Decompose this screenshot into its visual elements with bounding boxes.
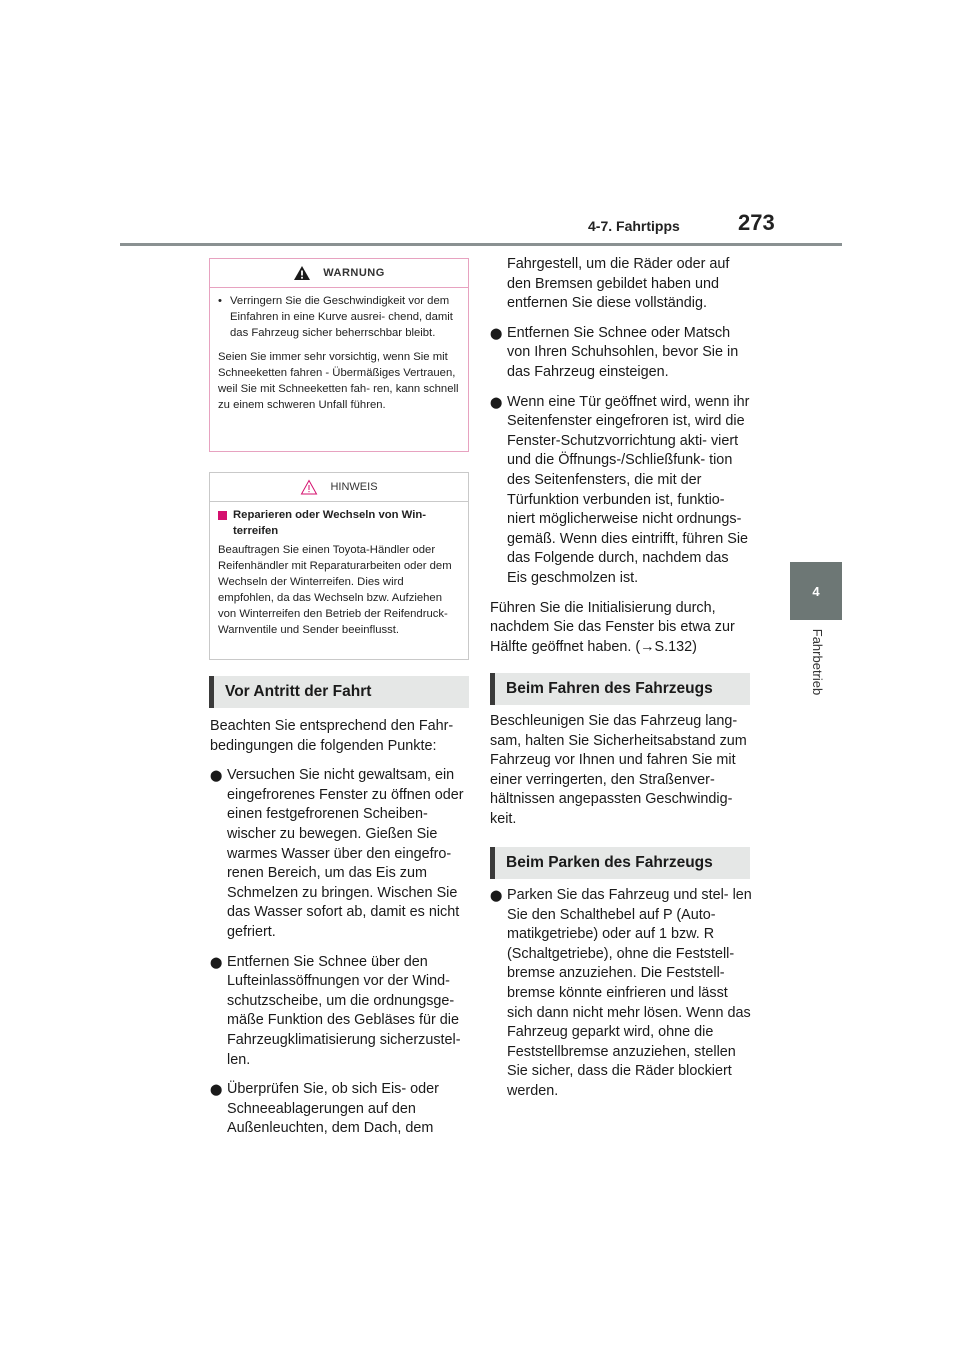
left-column-text (210, 717, 472, 1149)
notice-subheading-text: Reparieren oder Wechseln von Win- terreifen (233, 509, 427, 537)
section2-paragraph: Beschleunigen Sie das Fahrzeug lang- sam, halten Sie Sicherheitsabstand zum Fahrzeug vor Ihnen und fahren Sie mit einer verringerten, den Straßenver- hältnissen angepassten Geschwindig- keit. (490, 713, 747, 827)
section2-text (490, 712, 752, 840)
list-item (490, 324, 752, 383)
bullet-dot-icon: ⬤ (210, 1084, 223, 1097)
warning-triangle-icon (293, 265, 311, 281)
list-item (490, 393, 752, 589)
notice-header (210, 473, 468, 502)
notice-subheading (218, 507, 460, 539)
list-item-continuation (490, 255, 752, 314)
list-item (490, 886, 752, 1102)
warning-header (210, 259, 468, 288)
header-rule (120, 243, 842, 246)
section1-intro: Beachten Sie entsprechend den Fahr- bedingungen die folgenden Punkte: (210, 718, 454, 754)
bullet-dot-icon: ⬤ (210, 956, 223, 969)
list-item (210, 953, 472, 1071)
list-item (210, 1080, 472, 1139)
heading-vor-antritt: Vor Antritt der Fahrt (209, 676, 469, 708)
list-item-text: Parken Sie das Fahrzeug und stel- len Sie den Schalthebel auf P (Auto- matikgetriebe) oder auf 1 bzw. R (Schaltgetriebe), ohne die Feststell- bremse anzuziehen. Die Feststell- bremse könnte einfrieren und lässt sich dann nicht mehr lösen. Wenn das Fahrzeug geparkt wird, ohne die Feststellbremse anzuziehen, stellen Sie sicher, dass die Räder blockiert werden. (507, 887, 752, 1099)
warning-box (209, 258, 469, 452)
section1-closing: Führen Sie die Initialisierung durch, nachdem Sie das Fenster bis etwa zur Hälfte geöffnet haben. (→S.132) (490, 599, 735, 655)
list-item-text: Entfernen Sie Schnee oder Matsch von Ihren Schuhsohlen, bevor Sie in das Fahrzeug einsteigen. (507, 324, 739, 380)
warning-bullet (218, 293, 460, 341)
notice-paragraph: Beauftragen Sie einen Toyota-Händler oder Reifenhändler mit Reparaturarbeiten oder dem Wechseln der Winterreifen. Dies wird empfohlen, da das Wechseln bzw. Aufziehen von Winterreifen den Betrieb der Reifendruck-Warnventile und Sender beeinflusst. (218, 544, 452, 636)
notice-title: HINWEIS (330, 481, 378, 493)
bullet-dot-icon: ⬤ (490, 890, 503, 902)
page-number: 273 (738, 210, 775, 235)
warning-paragraph: Seien Sie immer sehr vorsichtig, wenn Sie mit Schneeketten fahren - Übermäßiges Vertrauen, weil Sie mit Schneeketten fah- ren, kann schnell zu einem schweren Unfall führen. (218, 351, 459, 411)
bullet-dot-icon: ⬤ (490, 396, 503, 409)
right-column-text (490, 255, 752, 667)
square-bullet-icon (218, 511, 227, 520)
warning-title: WARNUNG (323, 267, 385, 279)
heading-beim-parken: Beim Parken des Fahrzeugs (490, 847, 750, 879)
list-item-text: Entfernen Sie Schnee über den Lufteinlassöffnungen vor der Wind- schutzscheibe, um die ordnungsge- mäße Funktion des Gebläses für die Fahrzeugklimatisierung sicherzustel- len. (227, 953, 461, 1068)
section3-text (490, 886, 752, 1112)
notice-triangle-icon (300, 479, 318, 495)
section-title: 4-7. Fahrtipps (588, 218, 680, 234)
bullet-dot: • (218, 295, 222, 307)
list-item-text: Versuchen Sie nicht gewaltsam, ein eingefrorenes Fenster zu öffnen oder einen festgefrorenen Scheiben- wischer zu bewegen. Gießen Sie warmes Wasser über den eingefro- renen Bereich, um das Eis zum Schmelzen zu bringen. Wischen Sie das Wasser sofort ab, damit es nicht gefriert. (227, 767, 464, 940)
list-item-text: Wenn eine Tür geöffnet wird, wenn ihr Seitenfenster eingefroren ist, wird die Fenster-Schutzvorrichtung akti- viert und die Öffnungs-/Schließfunk- tion des Seitenfensters, die mit der Türfunktion verbunden ist, funktio- niert möglicherweise nicht ordnungs- gemäß. Wenn dies eintrifft, führen Sie das Folgende durch, nachdem das Eis geschmolzen ist. (507, 393, 750, 586)
warning-bullet-text: Verringern Sie die Geschwindigkeit vor dem Einfahren in eine Kurve ausrei- chend, damit das Fahrzeug sicher beherrschbar bleibt. (230, 295, 453, 339)
bullet-dot-icon: ⬤ (490, 327, 503, 340)
continuation-text: Fahrgestell, um die Räder oder auf den Bremsen gebildet haben und entfernen Sie diese vollständig. (507, 256, 730, 312)
list-item (210, 766, 472, 942)
notice-box (209, 472, 469, 660)
bullet-dot-icon: ⬤ (210, 770, 223, 783)
chapter-tab: 4 (790, 562, 842, 620)
chapter-label: Fahrbetrieb (810, 628, 825, 696)
heading-beim-fahren: Beim Fahren des Fahrzeugs (490, 673, 750, 705)
list-item-text: Überprüfen Sie, ob sich Eis- oder Schneeablagerungen auf den Außenleuchten, dem Dach, dem (227, 1081, 439, 1137)
